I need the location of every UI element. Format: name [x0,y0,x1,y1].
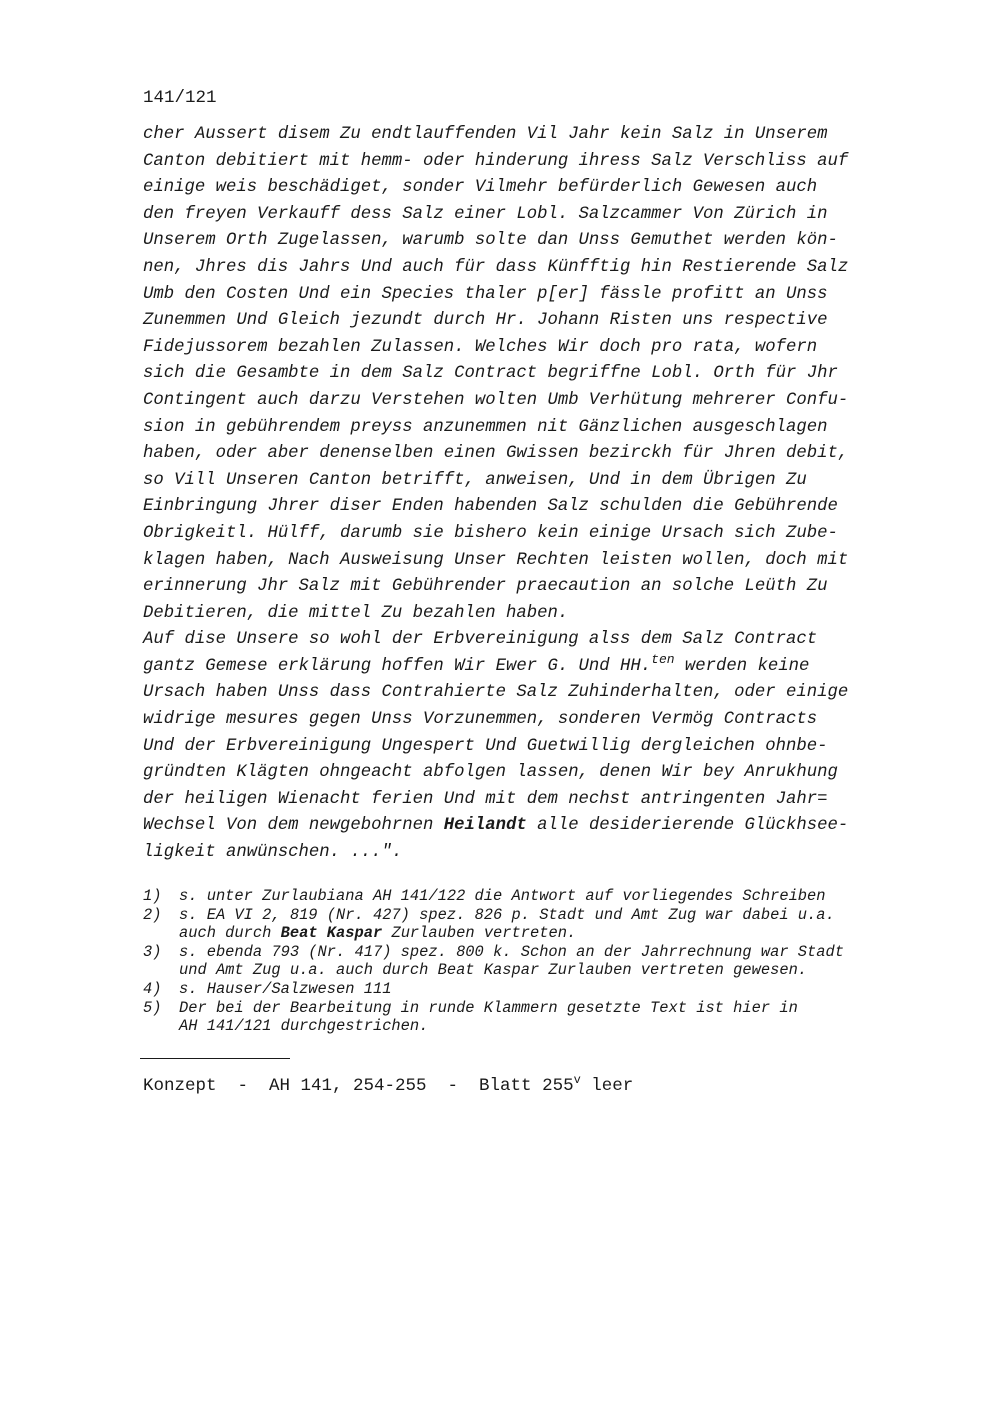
footnote-text [179,999,798,1036]
body-line: Debitieren, die mittel Zu bezahlen haben. [143,603,569,623]
body-line: so Vill Unseren Canton betrifft, anweisen, Und in dem Übrigen Zu [143,470,807,490]
footnote-number: 2) [143,905,162,924]
body-line: Unserem Orth Zugelassen, warumb solte dan Unss Gemuthet werden kön- [143,231,838,251]
bold-term-beat-kaspar: Beat Kaspar [280,924,383,943]
body-line-bold [143,813,923,840]
footnote-text-segment: Zurlauben vertreten. [382,924,577,943]
body-line: den freyen Verkauff dess Salz einer Lobl. Salzcammer Von Zürich in [143,204,828,224]
body-line: haben, oder aber denenselben einen Gwissen bezirckh für Jhren debit, [143,444,849,464]
body-line: klagen haben, Nach Ausweisung Unser Rechten leisten wollen, doch mit [143,550,849,570]
body-line: Contingent auch darzu Verstehen wolten Umb Verhütung mehrerer Confu- [143,390,849,410]
letter-body [143,122,923,867]
footnote-text-line: Der bei der Bearbeitung in runde Klammern gesetzte Text ist hier in [179,998,798,1017]
body-line: Canton debitiert mit hemm- oder hinderung ihress Salz Verschliss auf [143,151,849,171]
concept-reference [143,1074,633,1098]
concept-text: Konzept - AH 141, 254-255 - Blatt 255 [143,1076,574,1096]
body-line-closing: ligkeit anwünschen. ...". [143,843,403,863]
bold-term-heilandt: Heilandt [443,816,527,836]
body-line: Obrigkeitl. Hülff, darumb sie bishero kein einige Ursach sich Zube- [143,523,838,543]
body-line: erinnerung Jhr Salz mit Gebührender praecaution an solche Leüth Zu [143,577,828,597]
footnote-text-segment: auch durch [179,924,281,943]
superscript-verso: v [573,1073,581,1088]
footnote-number: 3) [143,942,162,961]
footnote-text: s. unter Zurlaubiana AH 141/122 die Antwort auf vorliegendes Schreiben [179,887,826,905]
body-line: Auf dise Unsere so wohl der Erbvereinigung alss dem Salz Contract [143,630,818,650]
body-line: sion in gebührendem preyss anzunemmen nit Gänzlichen ausgeschlagen [143,417,828,437]
footnote-3 [143,943,933,980]
footnote-text-line: und Amt Zug u.a. auch durch Beat Kaspar Zurlauben vertreten gewesen. [179,961,808,980]
footnote-1 [143,887,933,906]
footnote-text [179,943,844,980]
body-line: Umb den Costen Und ein Species thaler p[er] fässle profitt an Unss [143,284,828,304]
body-text-segment: alle desiderierende Glückhsee- [526,816,849,836]
footnote-text-line: AH 141/121 durchgestrichen. [179,1017,429,1036]
body-line: widrige mesures gegen Unss Vorzunemmen, sonderen Vermög Contracts [143,710,818,730]
body-text-segment: werden keine [674,656,810,676]
body-line-superscript [143,654,923,681]
footnote-text [179,906,835,943]
footnotes [143,887,933,1036]
footnote-text-line: s. ebenda 793 (Nr. 417) spez. 800 k. Schon an der Jahrrechnung war Stadt [179,942,844,961]
body-line: gründten Klägten ohngeacht abfolgen lassen, denen Wir bey Anrukhung [143,763,838,783]
footnote-number: 1) [143,887,162,905]
body-line: Zunemmen Und Gleich jezundt durch Hr. Johann Risten uns respective [143,311,828,331]
body-text-segment: Wechsel Von dem newgebohrnen [143,816,444,836]
footnote-2 [143,906,933,943]
body-line: Einbringung Jhrer diser Enden habenden Salz schulden die Gebührende [143,497,838,517]
separator-rule [140,1058,290,1059]
footnote-text-line: s. EA VI 2, 819 (Nr. 427) spez. 826 p. Stadt und Amt Zug war dabei u.a. [179,905,835,924]
body-line: Ursach haben Unss dass Contrahierte Salz Zuhinderhalten, oder einige [143,683,849,703]
body-text-segment: gantz Gemese erklärung hoffen Wir Ewer G. Und HH. [143,656,652,676]
footnote-number: 5) [143,998,162,1017]
body-line: der heiligen Wienacht ferien Und mit dem nechst antringenten Jahr= [143,789,828,809]
body-line: Fidejussorem bezahlen Zulassen. Welches Wir doch pro rata, wofern [143,337,818,357]
footnote-text: s. Hauser/Salzwesen 111 [179,979,392,998]
body-line: nen, Jhres dis Jahrs Und auch für dass Künfftig hin Restierende Salz [143,257,849,277]
superscript-ten: ten [651,652,675,668]
body-line: einige weis beschädiget, sonder Vilmehr befürderlich Gewesen auch [143,178,818,198]
footnote-number: 4) [143,979,162,998]
page-number: 141/121 [143,88,217,108]
footnote-5 [143,999,933,1036]
body-line: cher Aussert disem Zu endtlauffenden Vil Jahr kein Salz in Unserem [143,125,828,144]
body-line: sich die Gesambte in dem Salz Contract begriffne Lobl. Orth für Jhr [143,364,838,384]
footnote-4 [143,980,933,999]
concept-text-end: leer [580,1076,634,1096]
body-line: Und der Erbvereinigung Ungespert Und Guetwillig dergleichen ohnbe- [143,736,828,756]
